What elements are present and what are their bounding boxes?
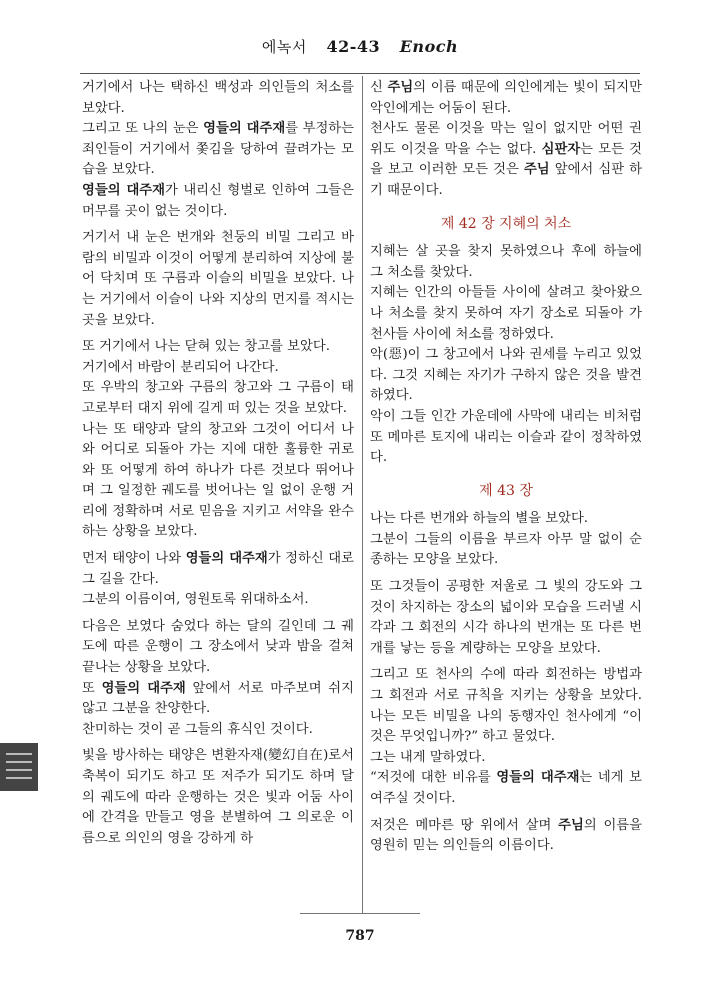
text-run: 지혜는 살 곳을 찾지 못하였으나 후에 하늘에 그 처소를 찾았다. (370, 244, 642, 280)
text-run: 가 정하신 대로 그 길을 간다. (82, 551, 354, 587)
paragraph (82, 228, 354, 331)
verse-line (370, 665, 642, 747)
right-column (370, 78, 642, 863)
column-divider (362, 76, 363, 914)
divine-title-bold: 심판자 (541, 141, 581, 157)
divine-title-bold: 영들의 대주재 (101, 680, 186, 696)
paragraph (82, 549, 354, 611)
verse-line (82, 746, 354, 849)
book-title-english: Enoch (399, 37, 459, 56)
paragraph (82, 337, 354, 543)
paragraph (82, 617, 354, 741)
text-run: 나는 또 태양과 달의 창고와 그것이 어디서 나와 어디로 되돌아 가는 지에 대한 훌륭한 귀로와 또 어떻게 하여 하나가 다른 것보다 뛰어나며 그 일정한 궤도를 벗어나는 일 없이 운행 거리에 정확하며 서로 믿음을 지키고 서약을 완수하는 상황을 보았다. (82, 421, 354, 540)
text-run: 천사도 물론 이것을 막는 일이 없지만 어떤 권위도 이것을 막을 수는 없다. (370, 121, 642, 157)
text-run: 그분의 이름이여, 영원토록 위대하소서. (82, 592, 309, 608)
divine-title-bold: 영들의 대주재 (203, 121, 286, 137)
divine-title-bold: 영들의 대주재 (185, 551, 268, 567)
text-run: 를 부정하는 죄인들이 거기에서 쫓김을 당하여 끌려가는 모습을 보았다. (82, 121, 355, 178)
text-run: 신 (370, 80, 388, 95)
text-run: 그분이 그들의 이름을 부르자 아무 말 없이 순종하는 모양을 보았다. (370, 531, 642, 568)
thumb-index-tab (0, 743, 38, 791)
verse-line (82, 720, 354, 741)
text-run: 는 네게 보여주실 것이다. (370, 770, 642, 806)
verse-line (82, 337, 354, 358)
verse-line (370, 119, 642, 201)
text-run: 거기에서 나는 택하신 백성과 의인들의 처소를 보았다. (82, 80, 354, 116)
verse-line (82, 617, 354, 679)
paragraph (370, 816, 642, 857)
text-run: 찬미하는 것이 곧 그들의 휴식인 것이다. (82, 721, 313, 737)
verse-line (370, 530, 642, 571)
text-run: 지혜는 인간의 아들들 사이에 살려고 찾아왔으나 처소를 찾지 못하여 자기 장소로 되돌아 가 천사들 사이에 처소를 정하였다. (370, 285, 642, 342)
text-run: 그는 내게 말하였다. (370, 749, 486, 765)
verse-line (370, 345, 642, 407)
text-run: 는 모든 것을 보고 이러한 모든 것은 (370, 141, 642, 178)
verse-line (82, 378, 354, 419)
text-run: 그리고 또 천사의 수에 따라 회전하는 방법과 그 회전과 서로 규칙을 지키는 상황을 보았다. 나는 모든 비밀을 나의 동행자인 천사에게 “이것은 무엇입니까?” 하고 물었다. (370, 667, 642, 745)
footer-rule (300, 913, 420, 914)
text-run: 의 이름 때문에 의인에게는 빛이 되지만 악인에게는 어둠이 된다. (370, 80, 642, 116)
text-run: 거기에서 바람이 분리되어 나간다. (82, 359, 279, 375)
paragraph (370, 242, 642, 469)
divine-title-bold: 주님 (523, 162, 550, 178)
text-run: 또 (82, 680, 102, 696)
text-run: 앞에서 서로 마주보며 쉬지 않고 그분을 찬양한다. (82, 680, 354, 717)
paragraph (82, 746, 354, 849)
paragraph (370, 509, 642, 571)
text-run: 또 거기에서 나는 닫혀 있는 창고를 보았다. (82, 339, 330, 355)
running-header (0, 36, 720, 57)
verse-line (82, 420, 354, 544)
chapter-heading: 제 42 장 지혜의 처소 (440, 215, 572, 232)
verse-line (82, 590, 354, 611)
verse-line (370, 283, 642, 345)
text-run: 빛을 방사하는 태양은 변환자재(變幻自在)로서 축복이 되기도 하고 또 저주가 되기도 하며 달의 궤도에 따라 운행하는 것은 빛과 어둠 사이에 간격을 만들고 영을 분별하여 그 의로운 이름으로 의인의 영을 강하게 하 (82, 748, 354, 846)
chapter-heading: 제 43 장 (479, 482, 533, 499)
header-rule (80, 73, 640, 74)
text-run: 저것은 메마른 땅 위에서 살며 (370, 817, 559, 833)
text-run: 먼저 태양이 나와 (82, 551, 186, 567)
text-run: 의 이름을 영원히 믿는 의인들의 이름이다. (370, 817, 642, 854)
text-run: 가 내리신 형벌로 인하여 그들은 머무를 곳이 없는 것이다. (82, 182, 354, 219)
verse-line (370, 509, 642, 530)
verse-line (82, 358, 354, 379)
verse-line (82, 78, 354, 119)
text-run: 또 그것들이 공평한 저울로 그 빛의 강도와 그것이 차지하는 장소의 넓이와 모습을 드러낼 시각과 그 회전의 시각 하나의 번개는 또 다른 번개를 낳는 등을 계량하는 모양을 보았다. (370, 579, 642, 656)
text-run: 나는 다른 번개와 하늘의 별을 보았다. (370, 511, 589, 527)
verse-line (370, 78, 642, 119)
text-run: 앞에서 심판 하기 때문이다. (370, 162, 642, 198)
page-number: 787 (345, 928, 375, 944)
verse-line (370, 768, 642, 809)
verse-line (82, 228, 354, 331)
paragraph (370, 665, 642, 809)
verse-line (370, 407, 642, 469)
chapter-range: 42-43 (326, 37, 381, 56)
verse-line (370, 816, 642, 857)
text-run: 거기서 내 눈은 번개와 천둥의 비밀 그리고 바람의 비밀과 이것이 어떻게 분리하여 지상에 불어 닥치며 또 구름과 이슬의 비밀을 보았다. 나는 거기에서 이슬이 나와 지상의 먼지를 적시는 곳을 보았다. (82, 230, 354, 328)
divine-title-bold: 영들의 대주재 (496, 770, 580, 786)
divine-title-bold: 주님 (558, 817, 584, 833)
text-run: 악이 그들 인간 가운데에 사막에 내리는 비처럼 또 메마른 토지에 내리는 이슬과 같이 정착하였다. (370, 408, 642, 466)
paragraph (370, 577, 642, 659)
verse-line (82, 549, 354, 590)
text-run: 또 우박의 창고와 구름의 창고와 그 구름이 태고로부터 대지 위에 길게 떠 있는 것을 보았다. (82, 380, 354, 416)
verse-line (82, 679, 354, 720)
divine-title-bold: 주님 (387, 80, 414, 95)
paragraph (370, 78, 642, 202)
verse-line (82, 181, 354, 222)
verse-line (82, 119, 354, 181)
text-run: “저것에 대한 비유를 (370, 770, 497, 786)
text-run: 악(惡)이 그 창고에서 나와 권세를 누리고 있었다. 그것 지혜는 자기가 구하지 않은 것을 발견하였다. (370, 347, 642, 404)
divine-title-bold: 영들의 대주재 (82, 182, 165, 198)
text-run: 그리고 또 나의 눈은 (82, 121, 204, 137)
paragraph (82, 78, 354, 222)
left-column (82, 78, 354, 855)
verse-line (370, 242, 642, 283)
text-run: 다음은 보였다 숨었다 하는 달의 길인데 그 궤도에 따른 운행이 그 장소에서 낮과 밤을 걸쳐 끝나는 상황을 보았다. (82, 618, 354, 676)
verse-line (370, 748, 642, 769)
verse-line (370, 577, 642, 659)
book-title: 에녹서 (261, 38, 307, 56)
